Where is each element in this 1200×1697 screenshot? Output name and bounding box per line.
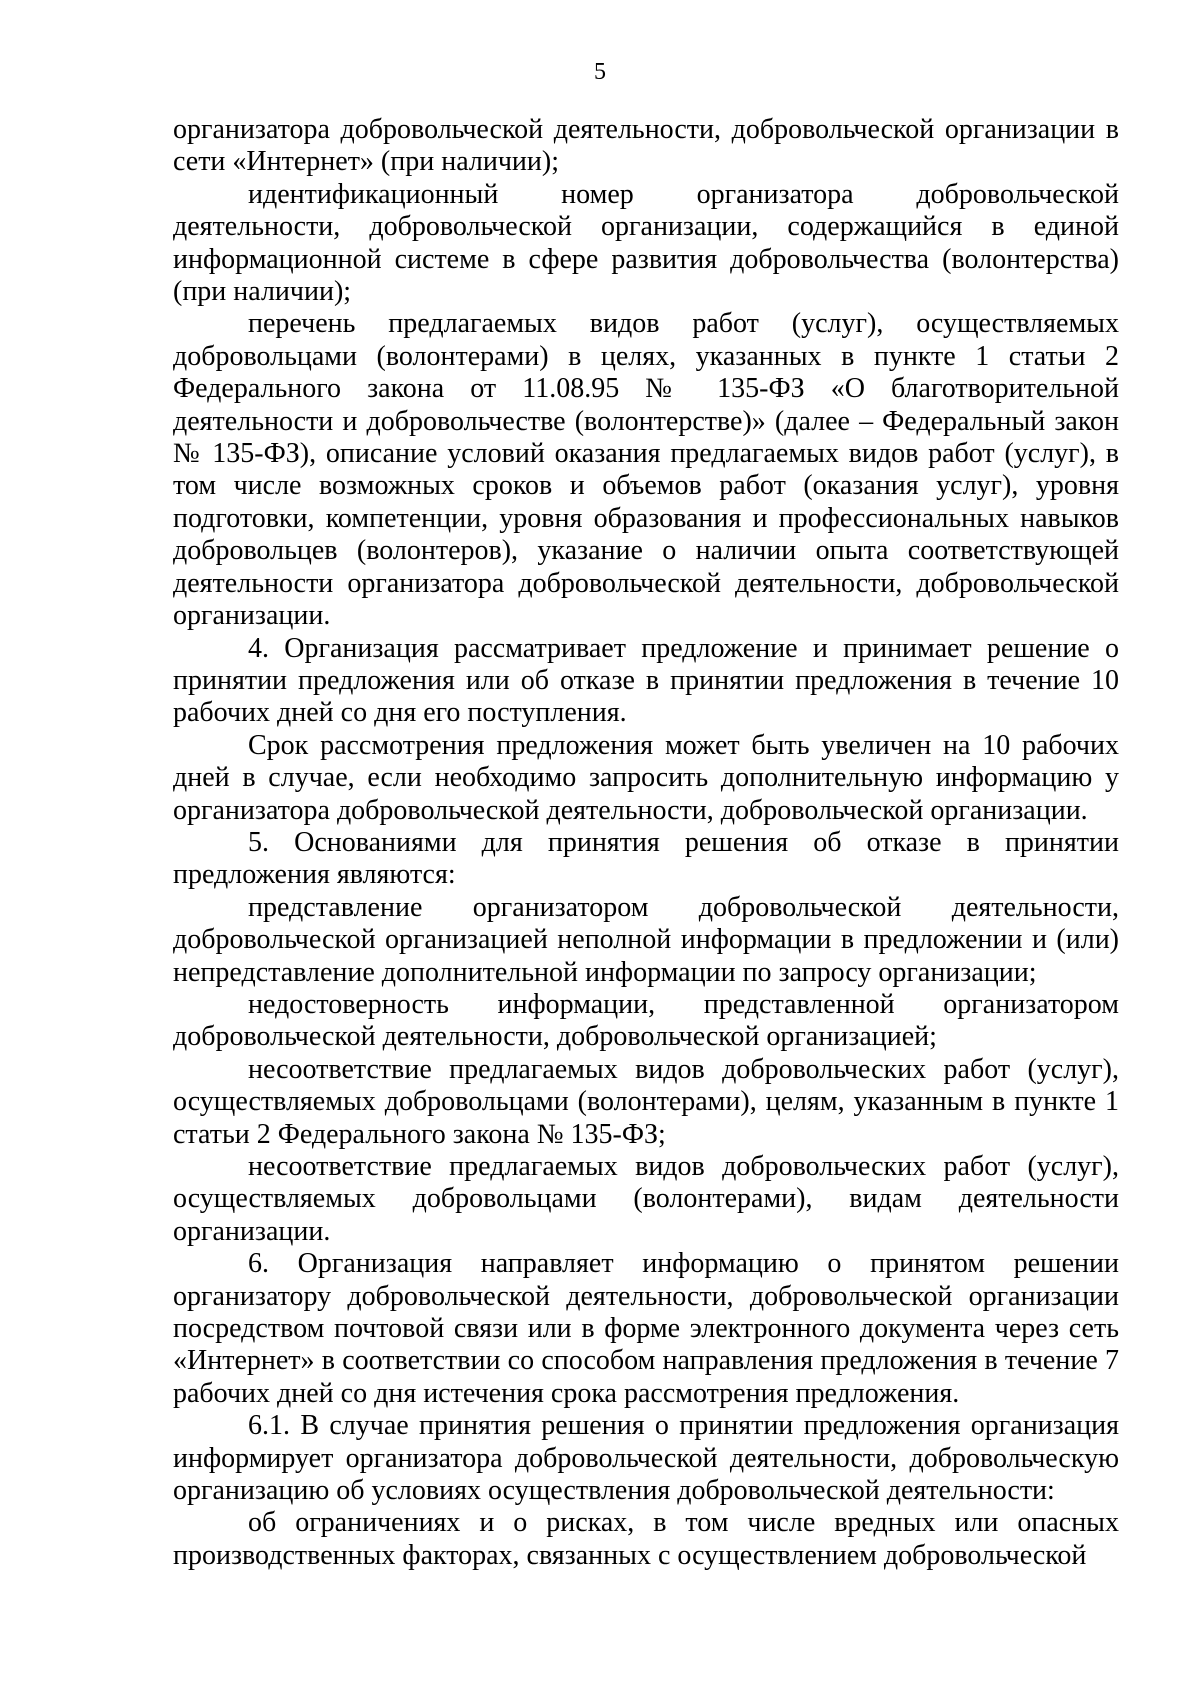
paragraph: перечень предлагаемых видов работ (услуг), осуществляемых добровольцами (волонтерами) в целях, указанных в пункте 1 статьи 2 Федерального закона от 11.08.95 № 135-ФЗ «О благотворительной деятельности и добровольчестве (волонтерстве)» (далее – Федеральный закон № 135-ФЗ), описание условий оказания предлагаемых видов работ (услуг), в том числе возможных сроков и объемов работ (оказания услуг), уровня подготовки, компетенции, уровня образования и профессиональных навыков добровольцев (волонтеров), указание о наличии опыта соответствующей деятельности организатора добровольческой деятельности, добровольческой организации.: [173, 308, 1119, 632]
page-number: 5: [594, 59, 606, 85]
paragraph: 6. Организация направляет информацию о принятом решении организатору добровольческой деятельности, добровольческой организации посредством почтовой связи или в форме электронного документа через сеть «Интернет» в соответствии со способом направления предложения в течение 7 рабочих дней со дня истечения срока рассмотрения предложения.: [173, 1248, 1119, 1409]
paragraph: несоответствие предлагаемых видов добровольческих работ (услуг), осуществляемых добровольцами (волонтерами), видам деятельности организации.: [173, 1151, 1119, 1247]
paragraph: представление организатором добровольческой деятельности, добровольческой организацией неполной информации в предложении и (или) непредставление дополнительной информации по запросу организации;: [173, 891, 1119, 988]
paragraph: об ограничениях и о рисках, в том числе вредных или опасных производственных факторах, связанных с осуществлением добровольческой: [173, 1507, 1119, 1571]
paragraph: несоответствие предлагаемых видов добровольческих работ (услуг), осуществляемых добровольцами (волонтерами), целям, указанным в пункте 1 статьи 2 Федерального закона № 135-ФЗ;: [173, 1053, 1119, 1150]
paragraph: Срок рассмотрения предложения может быть увеличен на 10 рабочих дней в случае, если необходимо запросить дополнительную информацию у организатора добровольческой деятельности, добровольческой организации.: [173, 729, 1119, 826]
paragraph: организатора добровольческой деятельности, добровольческой организации в сети «Интернет» (при наличии);: [173, 114, 1119, 178]
paragraph: недостоверность информации, представленной организатором добровольческой деятельности, добровольческой организацией;: [173, 988, 1119, 1053]
paragraph: идентификационный номер организатора добровольческой деятельности, добровольческой организации, содержащийся в единой информационной системе в сфере развития добровольчества (волонтерства) (при наличии);: [173, 178, 1119, 308]
document-body: [173, 114, 1119, 1572]
paragraph: 6.1. В случае принятия решения о принятии предложения организация информирует организатора добровольческой деятельности, добровольческую организацию об условиях осуществления добровольческой деятельности:: [173, 1410, 1119, 1507]
paragraph: 5. Основаниями для принятия решения об отказе в принятии предложения являются:: [173, 826, 1119, 891]
paragraph: 4. Организация рассматривает предложение и принимает решение о принятии предложения или об отказе в принятии предложения в течение 10 рабочих дней со дня его поступления.: [173, 632, 1119, 729]
